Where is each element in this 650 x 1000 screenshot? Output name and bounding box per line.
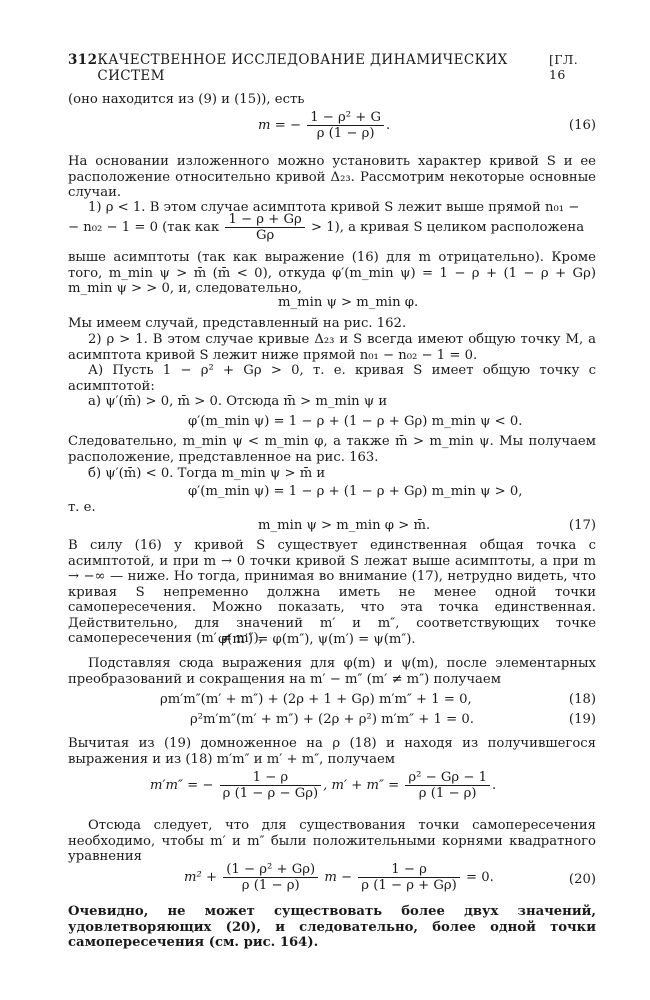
page-number: 312 — [68, 52, 98, 68]
paragraph: (оно находится из (9) и (15)), есть — [68, 92, 305, 107]
paragraph: 2) ρ > 1. В этом случае кривые Δ₂₃ и S всегда имеют общую точку M, а асимптота кривой S лежит ниже прямой n₀₁ − n₀₂ − 1 = 0. — [68, 332, 596, 363]
eq-denominator: ρ (1 − ρ) — [241, 878, 300, 893]
paragraph: А) Пусть 1 − ρ² + Gρ > 0, т. е. кривая S имеет общую точку с асимптотой: — [68, 363, 596, 394]
paragraph: Следовательно, m_min ψ < m_min φ, а также m̄ > m_min ψ. Мы получаем расположение, представленное на рис. 163. — [68, 434, 596, 465]
equation-derivative — [68, 414, 596, 436]
eq-numerator: 1 − ρ² + G — [307, 110, 384, 126]
paragraph: Мы имеем случай, представленный на рис. 162. — [68, 316, 407, 331]
eq-expression: ρm′m″(m′ + m″) + (2ρ + 1 + Gρ) m′m″ + 1 = 0, — [160, 692, 472, 707]
eq-tail: . — [386, 118, 391, 133]
text-fragment: − n₀₂ − 1 = 0 (так как — [68, 220, 220, 235]
paragraph: б) ψ′(m̄) < 0. Тогда m_min ψ > m̄ и — [88, 466, 326, 481]
paragraph: Подставляя сюда выражения для φ(m) и ψ(m), после элементарных преобразований и сокращения на m′ − m″ (m′ ≠ m″) получаем — [68, 656, 596, 687]
equation-20 — [68, 862, 596, 900]
eq-numerator: ρ² − Gρ − 1 — [405, 770, 490, 786]
eq-lhs: m′m″ = − — [150, 778, 214, 793]
equation-number: (18) — [568, 692, 596, 707]
equation-17 — [68, 518, 596, 540]
running-title: КАЧЕСТВЕННОЕ ИССЛЕДОВАНИЕ ДИНАМИЧЕСКИХ СИСТЕМ — [97, 52, 508, 84]
eq-lhs: m − — [324, 870, 353, 885]
paragraph: 1) ρ < 1. В этом случае асимптота кривой S лежит выше прямой n₀₁ − — [88, 200, 580, 215]
eq-denominator: ρ (1 − ρ − Gρ) — [222, 786, 319, 801]
eq-denominator: ρ (1 − ρ) — [316, 126, 375, 141]
eq-lhs: m² + — [184, 870, 218, 885]
eq-lhs: m = − — [258, 118, 301, 133]
eq-expression: m_min ψ > m_min φ. — [278, 295, 419, 310]
paragraph: выше асимптоты (так как выражение (16) для m отрицательно). Кроме того, m_min ψ > m̄ (m̄ < 0), откуда φ′(m_min ψ) = 1 − ρ + (1 − ρ + Gρ) m_min ψ > > 0, и, следовательно, — [68, 250, 596, 296]
eq-expression: φ(m′) = φ(m″), ψ(m′) = ψ(m″). — [218, 632, 416, 647]
paragraph: На основании изложенного можно установить характер кривой S и ее расположение относительно кривой Δ₂₃. Рассмотрим некоторые основные случаи. — [68, 154, 596, 200]
eq-expression: ρ²m′m″(m′ + m″) + (2ρ + ρ²) m′m″ + 1 = 0. — [190, 712, 474, 727]
paragraph: т. е. — [68, 500, 96, 515]
eq-denominator: ρ (1 − ρ) — [418, 786, 477, 801]
eq-tail: = 0. — [466, 870, 494, 885]
equation-number: (19) — [568, 712, 596, 727]
inline-fraction-line — [68, 212, 596, 248]
eq-numerator: (1 − ρ² + Gρ) — [223, 862, 318, 878]
eq-tail: . — [491, 778, 497, 793]
eq-expression: m_min ψ > m_min φ > m̄. — [258, 518, 431, 533]
chapter-marker: [ГЛ. 16 — [548, 52, 579, 82]
paragraph: а) ψ′(m̄) > 0, m̄ > 0. Отсюда m̄ > m_min ψ и — [88, 394, 388, 409]
page-header — [68, 52, 596, 84]
equation-number: (20) — [568, 872, 596, 887]
paragraph: В силу (16) у кривой S существует единственная общая точка с асимптотой, и при m → 0 точки кривой S лежат выше асимптоты, а при m → −∞ — ниже. Но тогда, принимая во внимание (17), нетрудно видеть, что кривая S непременно должна иметь не менее одной точки самопересечения. Можно показать, что эта точка единственная. Действительно, для значений m′ и m″, соответствующих точке самопересечения (m′ ≠ m″), — [68, 538, 596, 646]
text-fragment: > 1), а кривая S целиком расположена — [310, 220, 585, 235]
eq-expression: φ′(m_min ψ) = 1 − ρ + (1 − ρ + Gρ) m_min ψ > 0, — [188, 484, 523, 499]
paragraph: Очевидно, не может существовать более двух значений, удовлетворяющих (20), и следовательно, более одной точки самопересечения (см. рис. 164). — [68, 904, 596, 950]
eq-numerator: 1 − ρ — [358, 862, 460, 878]
equation-19 — [68, 712, 596, 734]
eq-numerator: 1 − ρ + Gρ — [225, 212, 304, 228]
paragraph: Отсюда следует, что для существования точки самопересечения необходимо, чтобы m′ и m″ были положительными корнями квадратного уравнения — [68, 818, 596, 864]
equation-16 — [68, 110, 596, 144]
eq-denominator: ρ (1 − ρ + Gρ) — [361, 878, 457, 893]
eq-denominator: Gρ — [255, 228, 275, 243]
paragraph: Вычитая из (19) домноженное на ρ (18) и находя из получившегося выражения и из (18) m′m″ и m′ + m″, получаем — [68, 736, 596, 767]
eq-lhs: , m′ + m″ = — [323, 778, 400, 793]
equation-number: (17) — [568, 518, 596, 533]
equation-roots — [68, 770, 596, 806]
equation-18 — [68, 692, 596, 714]
eq-numerator: 1 − ρ — [220, 770, 322, 786]
equation-number: (16) — [568, 118, 596, 133]
equation-inequality — [68, 295, 596, 317]
equation-self-intersection — [68, 632, 596, 654]
book-page — [68, 52, 596, 950]
eq-expression: φ′(m_min ψ) = 1 − ρ + (1 − ρ + Gρ) m_min ψ < 0. — [188, 414, 523, 429]
